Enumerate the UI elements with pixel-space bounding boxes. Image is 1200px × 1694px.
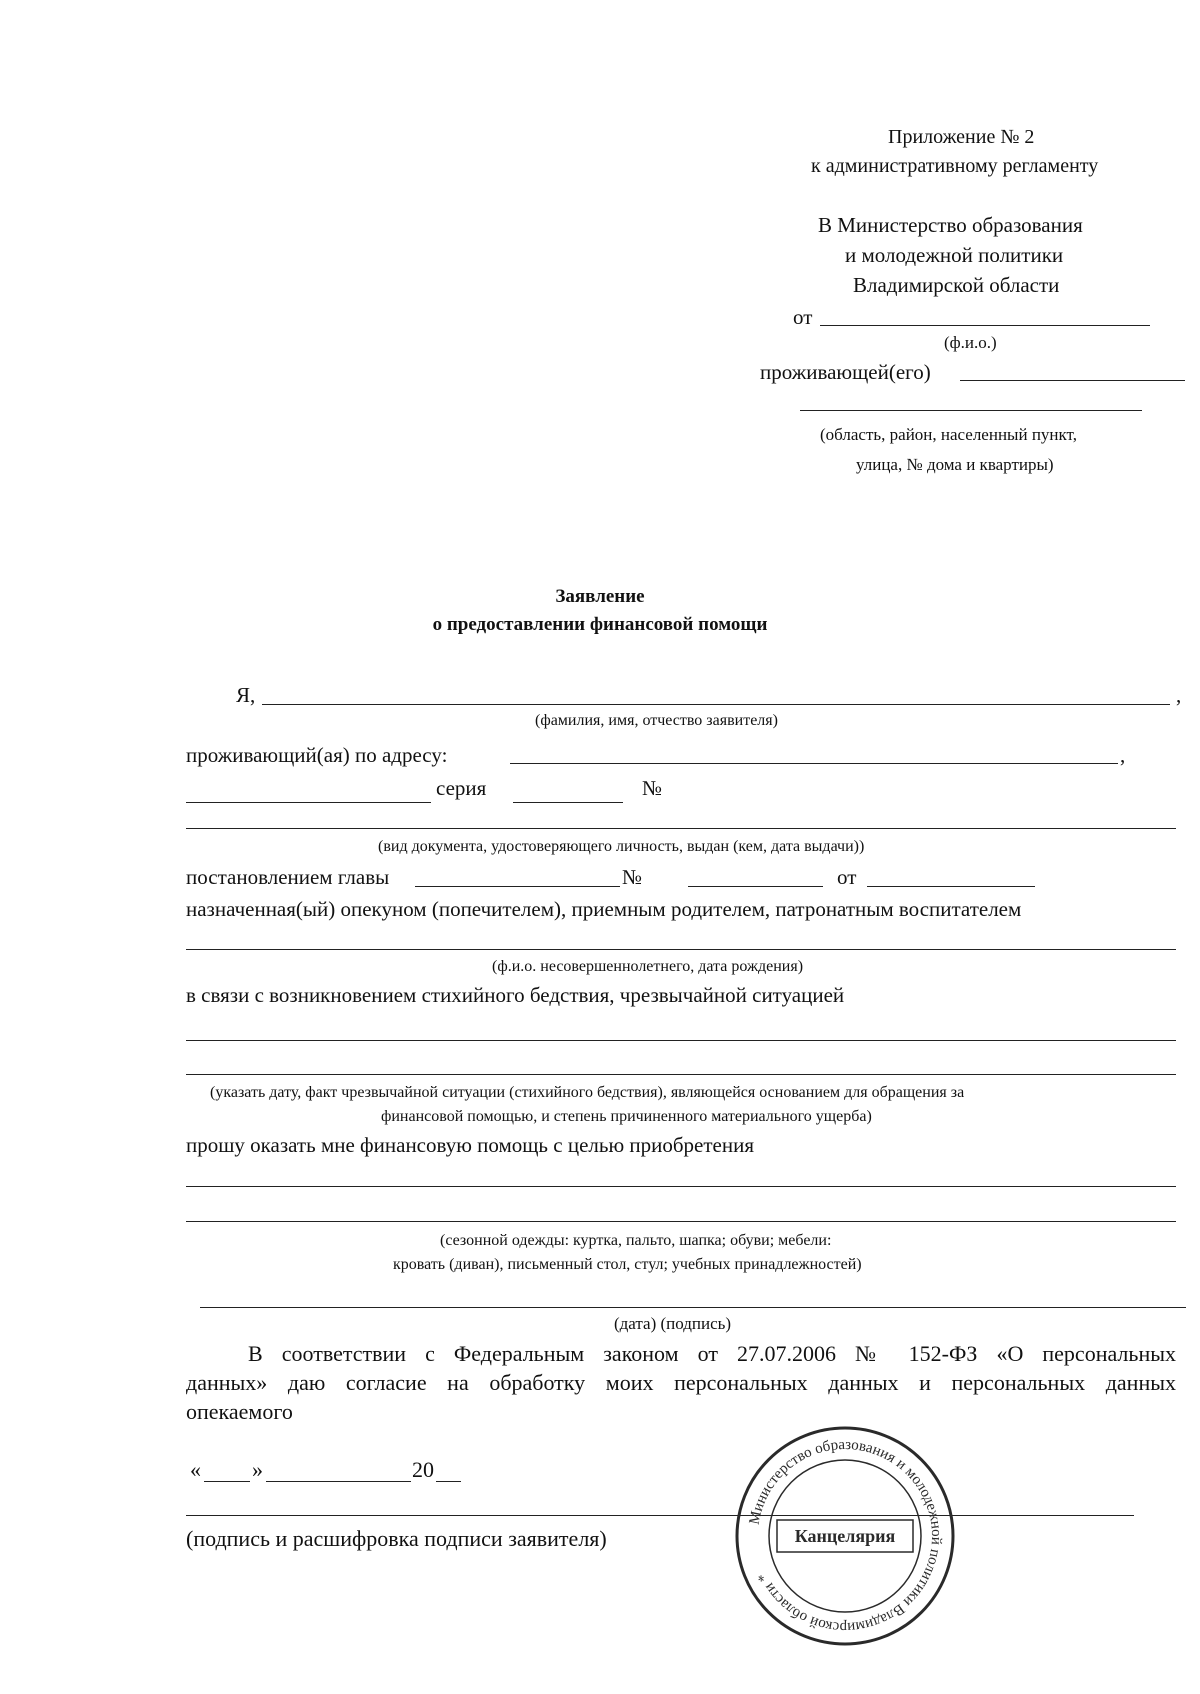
date-day-line (204, 1481, 250, 1482)
items-caption-line-1: (сезонной одежды: куртка, пальто, шапка; обуви; мебели: (440, 1232, 832, 1249)
consent-line-2: данных» даю согласие на обработку моих персональных данных и персональных данных (186, 1370, 1176, 1395)
document-issued-line (186, 828, 1176, 829)
address-line (800, 410, 1142, 411)
series-line (513, 802, 623, 803)
document-type-line (186, 802, 431, 803)
recipient-line-3: Владимирской области (853, 273, 1060, 297)
decree-number-line (688, 886, 823, 887)
disaster-line-2 (186, 1074, 1176, 1075)
minor-caption: (ф.и.о. несовершеннолетнего, дата рождения) (492, 958, 804, 975)
decree-head-line (415, 886, 620, 887)
applicant-address-line (510, 763, 1118, 764)
i-comma: , (1176, 683, 1182, 707)
date-signature-caption: (дата) (подпись) (614, 1314, 732, 1333)
date-close-quote: » (252, 1457, 263, 1482)
from-label: от (793, 305, 813, 329)
from-fio-line (820, 325, 1150, 326)
date-open-quote: « (190, 1457, 201, 1482)
minor-name-line (186, 949, 1176, 950)
regulation-reference: к административному регламенту (811, 155, 1099, 177)
request-line-1 (186, 1186, 1176, 1187)
decree-from-label: от (837, 865, 857, 889)
address-label: проживающий(ая) по адресу: (186, 743, 448, 767)
decree-date-line (867, 886, 1035, 887)
residing-line (960, 380, 1185, 381)
document-caption: (вид документа, удостоверяющего личность, выдан (кем, дата выдачи)) (378, 838, 865, 855)
signature-caption: (подпись и расшифровка подписи заявителя) (186, 1526, 607, 1551)
fio-caption: (ф.и.о.) (944, 333, 997, 352)
consent-line-3: опекаемого (186, 1399, 293, 1424)
i-label: Я, (236, 683, 256, 707)
series-label: серия (436, 776, 487, 800)
request-line-2 (186, 1221, 1176, 1222)
consent-line-1: В соответствии с Федеральным законом от 27.07.2006 № 152-ФЗ «О персональных (248, 1341, 1176, 1366)
address-caption-line-1: (область, район, населенный пункт, (820, 425, 1077, 444)
stamp-ring-text: Министерство образования и молодежной политики Владимирской области * (746, 1436, 945, 1636)
date-year-line (436, 1481, 461, 1482)
disaster-caption-line-2: финансовой помощью, и степень причиненного материального ущерба) (381, 1108, 872, 1125)
date-month-line (266, 1481, 411, 1482)
date-year-prefix: 20 (412, 1457, 434, 1482)
appointed-text: назначенная(ый) опекуном (попечителем), приемным родителем, патронатным воспитателем (186, 897, 1022, 921)
number-sign: № (642, 776, 663, 800)
applicant-caption: (фамилия, имя, отчество заявителя) (535, 712, 778, 729)
decree-label: постановлением главы (186, 865, 390, 889)
document-title: Заявление (555, 586, 645, 607)
office-stamp (732, 1423, 958, 1649)
request-text: прошу оказать мне финансовую помощь с целью приобретения (186, 1133, 755, 1157)
appendix-number: Приложение № 2 (888, 126, 1035, 148)
document-subtitle: о предоставлении финансовой помощи (432, 614, 768, 635)
address-caption-line-2: улица, № дома и квартиры) (856, 455, 1054, 474)
recipient-line-1: В Министерство образования (818, 213, 1083, 237)
applicant-name-line (262, 704, 1170, 705)
applicant-signature-line (186, 1515, 1134, 1516)
disaster-caption-line-1: (указать дату, факт чрезвычайной ситуации (стихийного бедствия), являющейся основанием для обращения за (210, 1084, 965, 1101)
date-signature-line (200, 1307, 1186, 1308)
stamp-center-text: Канцелярия (794, 1526, 896, 1546)
recipient-line-2: и молодежной политики (845, 243, 1064, 267)
disaster-line-1 (186, 1040, 1176, 1041)
disaster-text: в связи с возникновением стихийного бедствия, чрезвычайной ситуацией (186, 983, 845, 1007)
items-caption-line-2: кровать (диван), письменный стол, стул; учебных принадлежностей) (393, 1256, 862, 1273)
address-end-comma: , (1120, 743, 1126, 767)
decree-number-sign: № (622, 865, 643, 889)
residing-label: проживающей(его) (760, 360, 931, 384)
